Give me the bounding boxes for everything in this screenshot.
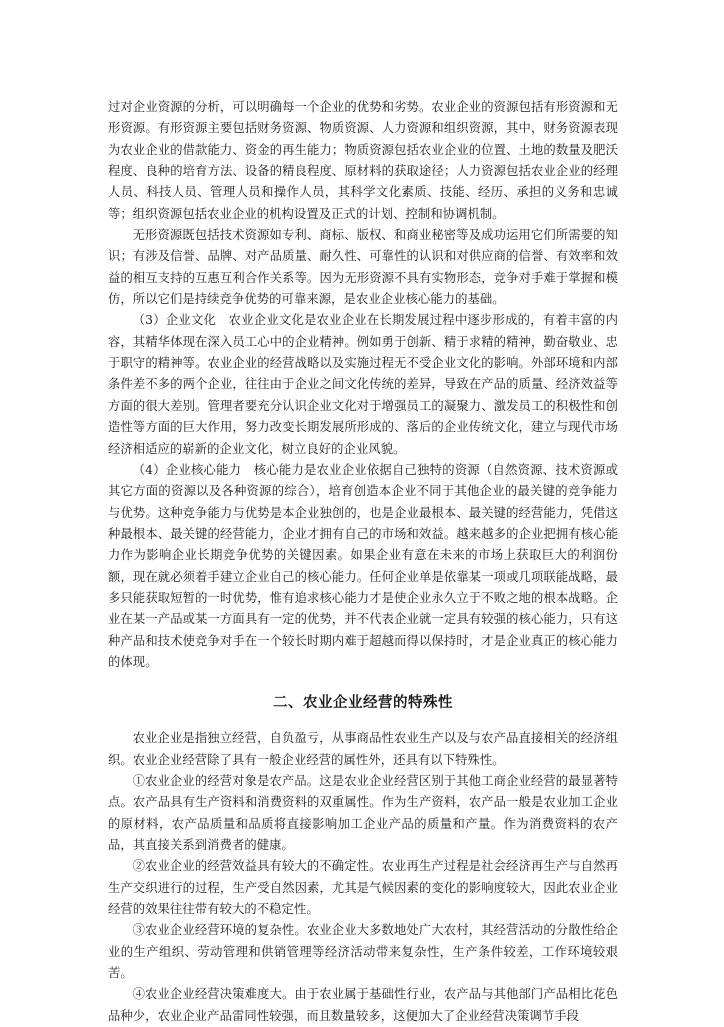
paragraph-enterprise-culture: （3）企业文化 农业企业文化是农业企业在长期发展过程中逐步形成的，有着丰富的内容，其精华体现在深入员工心中的企业精神。例如勇于创新、精于求精的精神，勤奋敬业、忠于职守的精神等。农业企业的经营战略以及实施过程无不受企业文化的影响。外部环境和内部条件差不多的两个企业，往往由于企业之间文化传统的差异，导致在产品的质量、经济效益等方面的很大差别。管理者要充分认识企业文化对于增强员工的凝聚力、激发员工的积极性和创造性等方面的巨大作用，努力改变长期发展所形成的、落后的企业传统文化，建立与现代市场经济相适应的崭新的企业文化，树立良好的企业风貌。 [108,313,618,456]
paragraph-point-1: ①农业企业的经营对象是农产品。这是农业企业经营区别于其他工商企业经营的最显著特点。农产品具有生产资料和消费资料的双重属性。作为生产资料，农产品一般是农业加工企业的原材料，农产品质量和品质将直接影响加工企业产品的质量和产量。作为消费资料的农产品，其直接关系到消费者的健康。 [108,773,618,852]
paragraph-resource-analysis: 过对企业资源的分析，可以明确每一个企业的优势和劣势。农业企业的资源包括有形资源和无形资源。有形资源主要包括财务资源、物质资源、人力资源和组织资源，其中，财务资源表现为农业企业的借款能力、资金的再生能力；物质资源包括农业企业的位置、土地的数量及肥沃程度、良种的培育方法、设备的精良程度、原材料的获取途径；人力资源包括农业企业的经理人员、科技人员、管理人员和操作人员，其科学文化素质、技能、经历、承担的义务和忠诚等；组织资源包括农业企业的机构设置及正式的计划、控制和协调机制。 [108,100,618,221]
paragraph-point-4: ④农业企业经营决策难度大。由于农业属于基础性行业，农产品与其他部门产品相比花色品种少，农业企业产品雷同性较强，而且数量较多，这便加大了企业经营决策调节手段 [108,987,618,1023]
paragraph-core-competence: （4）企业核心能力 核心能力是农业企业依据自己独特的资源（自然资源、技术资源或其它方面的资源以及各种资源的综合），培育创造本企业不同于其他企业的最关键的竞争能力与优势。这种竞争能力与优势是本企业独创的，也是企业最根本、最关键的经营能力，凭借这种最根本、最关键的经营能力，企业才拥有自己的市场和效益。越来越多的企业把拥有核心能力作为影响企业长期竞争优势的关键因素。如果企业有意在未来的市场上获取巨大的利润份额，现在就必须着手建立企业自己的核心能力。任何企业单是依靠某一项或几项联能战略，最多只能获取短暂的一时优势，惟有追求核心能力才是使企业永久立于不败之地的根本战略。企业在某一产品或某一方面具有一定的优势，并不代表企业就一定具有较强的核心能力，只有这种产品和技术使竞争对手在一个较长时期内难于超越而得以保持时，才是企业真正的核心能力的体现。 [108,462,618,669]
section-heading: 二、农业企业经营的特殊性 [273,695,453,712]
page-body [108,97,618,1027]
paragraph-intangible-resources: 无形资源既包括技术资源如专利、商标、版权、和商业秘密等及成功运用它们所需要的知识；有涉及信誉、品牌、对产品质量、耐久性、可靠性的认识和对供应商的信誉、有效率和效益的相互支持的互惠互利合作关系等。因为无形资源不具有实物形态，竞争对手难于掌握和模仿，所以它们是持续竞争优势的可靠来源，是农业企业核心能力的基础。 [108,228,618,307]
paragraph-definition: 农业企业是指独立经营，自负盈亏，从事商品性农业生产以及与农产品直接相关的经济组织。农业企业经营除了具有一般企业经营的属性外，还具有以下特殊性。 [108,731,618,767]
paragraph-point-3: ③农业企业经营环境的复杂性。农业企业大多数地处广大农村，其经营活动的分散性给企业的生产组织、劳动管理和供销管理等经济活动带来复杂性，生产条件较差，工作环境较艰苦。 [108,923,618,981]
paragraph-point-2: ②农业企业的经营效益具有较大的不确定性。农业再生产过程是社会经济再生产与自然再生产交织进行的过程，生产受自然因素，尤其是气候因素的变化的影响度较大，因此农业企业经营的效果往往带有较大的不稳定性。 [108,859,618,917]
